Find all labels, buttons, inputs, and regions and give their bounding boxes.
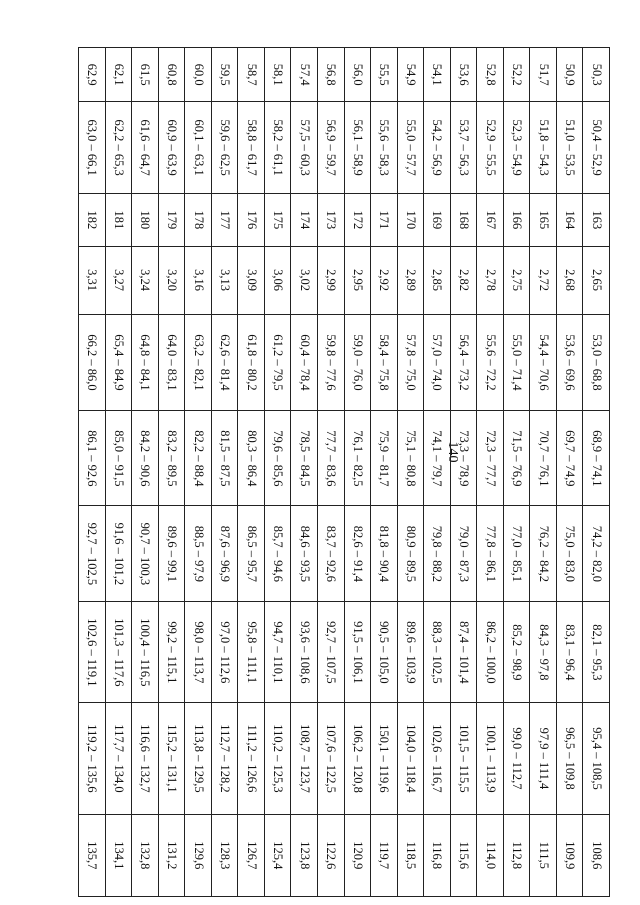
table-cell: 2,65: [583, 246, 610, 314]
table-cell: 95,4 – 108,5: [583, 703, 610, 814]
table-cell: 100,4 – 116,5: [132, 602, 159, 703]
table-cell: 60,4 – 78,4: [291, 314, 318, 411]
table-cell: 168: [450, 194, 477, 247]
table-cell: 52,3 – 54,9: [503, 102, 530, 194]
table-row: [371, 48, 398, 897]
table-cell: 2,68: [556, 246, 583, 314]
table-cell: 3,31: [79, 246, 106, 314]
table-row: [291, 48, 318, 897]
table-cell: 106,2 – 120,8: [344, 703, 371, 814]
table-cell: 100,1 – 113,9: [477, 703, 504, 814]
table-cell: 84,6 – 93,5: [291, 506, 318, 602]
table-cell: 84,3 – 97,8: [530, 602, 557, 703]
table-cell: 55,5: [371, 48, 398, 102]
table-cell: 53,0 – 68,8: [583, 314, 610, 411]
table-cell: 73,3 – 78,9: [450, 411, 477, 506]
table-cell: 96,5 – 109,8: [556, 703, 583, 814]
table-row: [344, 48, 371, 897]
table-cell: 57,4: [291, 48, 318, 102]
table-cell: 85,0 – 91,5: [105, 411, 132, 506]
table-cell: 112,8: [503, 814, 530, 896]
table-cell: 53,6: [450, 48, 477, 102]
table-cell: 110,2 – 125,3: [264, 703, 291, 814]
table-cell: 135,7: [79, 814, 106, 896]
table-cell: 90,5 – 105,0: [371, 602, 398, 703]
table-cell: 111,2 – 126,6: [238, 703, 265, 814]
table-cell: 81,8 – 90,4: [371, 506, 398, 602]
table-cell: 114,0: [477, 814, 504, 896]
table-cell: 179: [158, 194, 185, 247]
table-cell: 83,1 – 96,4: [556, 602, 583, 703]
table-cell: 61,6 – 64,7: [132, 102, 159, 194]
table-cell: 57,0 – 74,0: [424, 314, 451, 411]
table-cell: 82,6 – 91,4: [344, 506, 371, 602]
table-cell: 57,8 – 75,0: [397, 314, 424, 411]
table-cell: 98,0 – 113,7: [185, 602, 212, 703]
table-cell: 92,7 – 107,5: [317, 602, 344, 703]
table-cell: 57,5 – 60,3: [291, 102, 318, 194]
table-cell: 111,5: [530, 814, 557, 896]
table-cell: 62,2 – 65,3: [105, 102, 132, 194]
table-cell: 164: [556, 194, 583, 247]
table-cell: 58,2 – 61,1: [264, 102, 291, 194]
table-cell: 60,1 – 63,1: [185, 102, 212, 194]
table-cell: 84,2 – 90,6: [132, 411, 159, 506]
table-cell: 56,4 – 73,2: [450, 314, 477, 411]
table-row: [105, 48, 132, 897]
rotated-table-container: [78, 47, 610, 897]
table-cell: 54,9: [397, 48, 424, 102]
table-cell: 176: [238, 194, 265, 247]
table-cell: 123,8: [291, 814, 318, 896]
table-cell: 170: [397, 194, 424, 247]
table-cell: 58,4 – 75,8: [371, 314, 398, 411]
table-cell: 52,2: [503, 48, 530, 102]
table-cell: 50,9: [556, 48, 583, 102]
table-cell: 62,1: [105, 48, 132, 102]
table-cell: 79,0 – 87,3: [450, 506, 477, 602]
table-cell: 172: [344, 194, 371, 247]
table-cell: 2,78: [477, 246, 504, 314]
table-cell: 119,2 – 135,6: [79, 703, 106, 814]
table-cell: 81,5 – 87,5: [211, 411, 238, 506]
table-cell: 83,7 – 92,6: [317, 506, 344, 602]
table-cell: 2,95: [344, 246, 371, 314]
table-cell: 69,7 – 74,9: [556, 411, 583, 506]
table-cell: 58,7: [238, 48, 265, 102]
table-row: [503, 48, 530, 897]
table-row: [158, 48, 185, 897]
table-cell: 101,3 – 117,6: [105, 602, 132, 703]
table-cell: 104,0 – 118,4: [397, 703, 424, 814]
table-cell: 80,9 – 89,5: [397, 506, 424, 602]
table-cell: 85,7 – 94,6: [264, 506, 291, 602]
table-cell: 102,6 – 119,1: [79, 602, 106, 703]
table-cell: 54,4 – 70,6: [530, 314, 557, 411]
table-cell: 175: [264, 194, 291, 247]
table-cell: 132,8: [132, 814, 159, 896]
table-cell: 59,6 – 62,5: [211, 102, 238, 194]
table-cell: 71,5 – 76,9: [503, 411, 530, 506]
table-cell: 55,6 – 72,2: [477, 314, 504, 411]
table-cell: 2,72: [530, 246, 557, 314]
table-cell: 116,8: [424, 814, 451, 896]
table-cell: 56,0: [344, 48, 371, 102]
table-cell: 60,8: [158, 48, 185, 102]
table-cell: 86,2 – 100,0: [477, 602, 504, 703]
table-cell: 79,8 – 88,2: [424, 506, 451, 602]
table-cell: 115,2 – 131,1: [158, 703, 185, 814]
table-cell: 2,75: [503, 246, 530, 314]
table-row: [238, 48, 265, 897]
table-cell: 99,0 – 112,7: [503, 703, 530, 814]
table-cell: 2,82: [450, 246, 477, 314]
table-cell: 2,99: [317, 246, 344, 314]
table-cell: 51,7: [530, 48, 557, 102]
table-cell: 80,3 – 86,4: [238, 411, 265, 506]
table-cell: 128,3: [211, 814, 238, 896]
table-cell: 93,6 – 108,6: [291, 602, 318, 703]
table-row: [583, 48, 610, 897]
table-cell: 63,0 – 66,1: [79, 102, 106, 194]
table-cell: 101,5 – 115,5: [450, 703, 477, 814]
table-cell: 61,8 – 80,2: [238, 314, 265, 411]
table-cell: 77,7 – 83,6: [317, 411, 344, 506]
table-cell: 61,2 – 79,5: [264, 314, 291, 411]
table-cell: 86,1 – 92,6: [79, 411, 106, 506]
table-cell: 2,89: [397, 246, 424, 314]
table-cell: 86,5 – 95,7: [238, 506, 265, 602]
table-row: [477, 48, 504, 897]
table-cell: 107,6 – 122,5: [317, 703, 344, 814]
table-row: [317, 48, 344, 897]
table-cell: 55,0 – 71,4: [503, 314, 530, 411]
table-cell: 122,6: [317, 814, 344, 896]
table-cell: 3,27: [105, 246, 132, 314]
table-cell: 180: [132, 194, 159, 247]
table-cell: 3,09: [238, 246, 265, 314]
table-cell: 63,2 – 82,1: [185, 314, 212, 411]
table-cell: 82,1 – 95,3: [583, 602, 610, 703]
table-cell: 119,7: [371, 814, 398, 896]
table-cell: 77,0 – 85,1: [503, 506, 530, 602]
table-cell: 2,92: [371, 246, 398, 314]
table-cell: 95,8 – 111,1: [238, 602, 265, 703]
table-cell: 85,2 – 98,9: [503, 602, 530, 703]
table-cell: 126,7: [238, 814, 265, 896]
table-cell: 53,6 – 69,6: [556, 314, 583, 411]
table-cell: 163: [583, 194, 610, 247]
table-cell: 59,0 – 76,0: [344, 314, 371, 411]
table-cell: 120,9: [344, 814, 371, 896]
table-row: [530, 48, 557, 897]
table-cell: 66,2 – 86,0: [79, 314, 106, 411]
table-cell: 113,8 – 129,5: [185, 703, 212, 814]
table-cell: 116,6 – 132,7: [132, 703, 159, 814]
table-cell: 181: [105, 194, 132, 247]
table-cell: 91,6 – 101,2: [105, 506, 132, 602]
table-cell: 64,8 – 84,1: [132, 314, 159, 411]
table-cell: 58,8 – 61,7: [238, 102, 265, 194]
table-cell: 70,7 – 76,1: [530, 411, 557, 506]
table-cell: 56,9 – 59,7: [317, 102, 344, 194]
table-cell: 125,4: [264, 814, 291, 896]
data-table: [78, 47, 610, 897]
table-cell: 54,2 – 56,9: [424, 102, 451, 194]
table-cell: 56,1 – 58,9: [344, 102, 371, 194]
table-cell: 56,8: [317, 48, 344, 102]
table-cell: 74,2 – 82,0: [583, 506, 610, 602]
table-cell: 75,0 – 83,0: [556, 506, 583, 602]
table-cell: 54,1: [424, 48, 451, 102]
table-cell: 82,2 – 88,4: [185, 411, 212, 506]
table-cell: 99,2 – 115,1: [158, 602, 185, 703]
table-row: [211, 48, 238, 897]
table-cell: 65,4 – 84,9: [105, 314, 132, 411]
table-cell: 108,6: [583, 814, 610, 896]
table-cell: 88,5 – 97,9: [185, 506, 212, 602]
table-cell: 117,7 – 134,0: [105, 703, 132, 814]
table-cell: 55,6 – 58,3: [371, 102, 398, 194]
table-cell: 173: [317, 194, 344, 247]
table-row: [79, 48, 106, 897]
table-cell: 3,24: [132, 246, 159, 314]
table-row: [264, 48, 291, 897]
table-cell: 75,9 – 81,7: [371, 411, 398, 506]
table-cell: 169: [424, 194, 451, 247]
table-cell: 83,2 – 89,5: [158, 411, 185, 506]
table-row: [397, 48, 424, 897]
table-cell: 53,7 – 56,3: [450, 102, 477, 194]
table-cell: 64,0 – 83,1: [158, 314, 185, 411]
page-number: 140: [445, 441, 460, 463]
table-cell: 97,0 – 112,6: [211, 602, 238, 703]
table-cell: 2,85: [424, 246, 451, 314]
table-row: [450, 48, 477, 897]
table-cell: 91,5 – 106,1: [344, 602, 371, 703]
table-cell: 94,7 – 110,1: [264, 602, 291, 703]
table-cell: 62,9: [79, 48, 106, 102]
table-cell: 58,1: [264, 48, 291, 102]
table-row: [132, 48, 159, 897]
table-cell: 87,6 – 96,9: [211, 506, 238, 602]
table-cell: 77,8 – 86,1: [477, 506, 504, 602]
table-cell: 115,6: [450, 814, 477, 896]
table-cell: 3,02: [291, 246, 318, 314]
table-cell: 51,0 – 53,5: [556, 102, 583, 194]
table-cell: 102,6 – 116,7: [424, 703, 451, 814]
table-cell: 131,2: [158, 814, 185, 896]
table-cell: 51,8 – 54,3: [530, 102, 557, 194]
table-cell: 68,9 – 74,1: [583, 411, 610, 506]
table-cell: 90,7 – 100,3: [132, 506, 159, 602]
table-cell: 165: [530, 194, 557, 247]
table-cell: 60,0: [185, 48, 212, 102]
table-cell: 76,1 – 82,5: [344, 411, 371, 506]
table-cell: 178: [185, 194, 212, 247]
table-cell: 89,6 – 103,9: [397, 602, 424, 703]
table-row: [556, 48, 583, 897]
table-cell: 3,13: [211, 246, 238, 314]
table-cell: 134,1: [105, 814, 132, 896]
table-cell: 59,5: [211, 48, 238, 102]
table-cell: 87,4 – 101,4: [450, 602, 477, 703]
table-cell: 129,6: [185, 814, 212, 896]
table-cell: 108,7 – 123,7: [291, 703, 318, 814]
table-cell: 60,9 – 63,9: [158, 102, 185, 194]
table-cell: 150,1 – 119,6: [371, 703, 398, 814]
table-cell: 59,8 – 77,6: [317, 314, 344, 411]
table-cell: 76,2 – 84,2: [530, 506, 557, 602]
table-cell: 92,7 – 102,5: [79, 506, 106, 602]
table-cell: 62,6 – 81,4: [211, 314, 238, 411]
table-cell: 72,3 – 77,7: [477, 411, 504, 506]
table-cell: 112,7 – 128,2: [211, 703, 238, 814]
table-cell: 3,20: [158, 246, 185, 314]
table-cell: 88,3 – 102,5: [424, 602, 451, 703]
table-cell: 166: [503, 194, 530, 247]
table-cell: 3,06: [264, 246, 291, 314]
table-cell: 78,5 – 84,5: [291, 411, 318, 506]
table-row: [424, 48, 451, 897]
table-cell: 75,1 – 80,8: [397, 411, 424, 506]
table-row: [185, 48, 212, 897]
table-cell: 3,16: [185, 246, 212, 314]
table-cell: 171: [371, 194, 398, 247]
table-cell: 79,6 – 85,6: [264, 411, 291, 506]
table-cell: 52,9 – 55,5: [477, 102, 504, 194]
table-cell: 174: [291, 194, 318, 247]
table-cell: 97,9 – 111,4: [530, 703, 557, 814]
table-cell: 118,5: [397, 814, 424, 896]
table-cell: 61,5: [132, 48, 159, 102]
table-cell: 50,4 – 52,9: [583, 102, 610, 194]
table-cell: 89,6 – 99,1: [158, 506, 185, 602]
table-cell: 52,8: [477, 48, 504, 102]
table-cell: 182: [79, 194, 106, 247]
table-cell: 74,1 – 79,7: [424, 411, 451, 506]
table-cell: 177: [211, 194, 238, 247]
table-cell: 167: [477, 194, 504, 247]
table-cell: 55,0 – 57,7: [397, 102, 424, 194]
table-cell: 109,9: [556, 814, 583, 896]
table-cell: 50,3: [583, 48, 610, 102]
